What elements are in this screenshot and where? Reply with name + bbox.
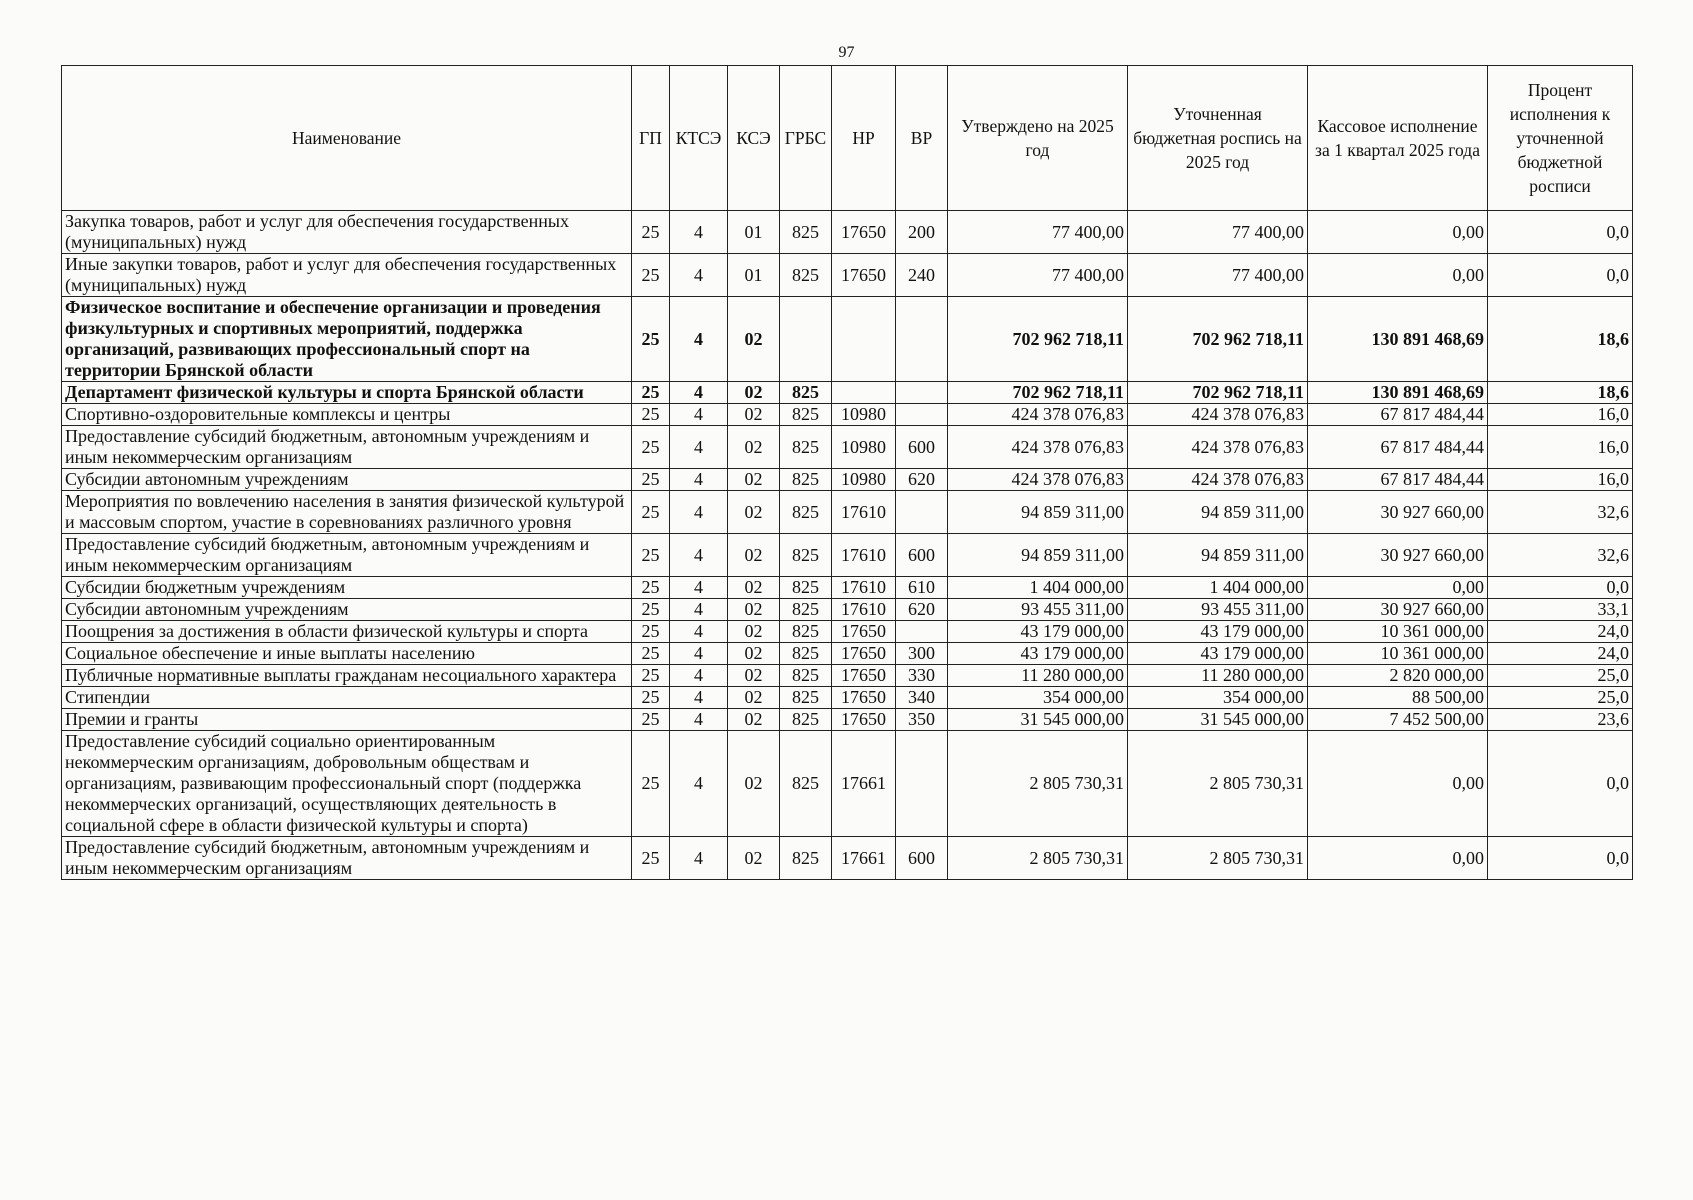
cell-refined: 424 378 076,83 xyxy=(1128,404,1308,426)
cell-name: Субсидии автономным учреждениям xyxy=(62,599,632,621)
cell-cash: 130 891 468,69 xyxy=(1308,297,1488,382)
cell-vr: 620 xyxy=(896,599,948,621)
cell-refined: 94 859 311,00 xyxy=(1128,491,1308,534)
cell-ktse: 4 xyxy=(670,382,728,404)
header-vr: ВР xyxy=(896,66,948,211)
cell-ktse: 4 xyxy=(670,534,728,577)
header-gp: ГП xyxy=(632,66,670,211)
cell-percent: 25,0 xyxy=(1488,687,1633,709)
table-body xyxy=(62,211,1633,880)
cell-gp: 25 xyxy=(632,665,670,687)
cell-kse: 02 xyxy=(728,577,780,599)
cell-grbs xyxy=(780,297,832,382)
cell-kse: 02 xyxy=(728,491,780,534)
cell-cash: 30 927 660,00 xyxy=(1308,534,1488,577)
cell-cash: 2 820 000,00 xyxy=(1308,665,1488,687)
page-number: 97 xyxy=(838,44,855,61)
cell-refined: 94 859 311,00 xyxy=(1128,534,1308,577)
cell-approved: 2 805 730,31 xyxy=(948,837,1128,880)
cell-vr xyxy=(896,297,948,382)
cell-nr: 17661 xyxy=(832,731,896,837)
cell-name: Предоставление субсидий бюджетным, автономным учреждениям и иным некоммерческим организациям xyxy=(62,534,632,577)
table-row xyxy=(62,211,1633,254)
cell-kse: 02 xyxy=(728,382,780,404)
cell-cash: 0,00 xyxy=(1308,731,1488,837)
cell-approved: 94 859 311,00 xyxy=(948,534,1128,577)
cell-approved: 11 280 000,00 xyxy=(948,665,1128,687)
cell-refined: 354 000,00 xyxy=(1128,687,1308,709)
cell-gp: 25 xyxy=(632,621,670,643)
cell-approved: 43 179 000,00 xyxy=(948,643,1128,665)
cell-approved: 43 179 000,00 xyxy=(948,621,1128,643)
cell-name: Социальное обеспечение и иные выплаты населению xyxy=(62,643,632,665)
cell-kse: 02 xyxy=(728,599,780,621)
cell-vr: 600 xyxy=(896,426,948,469)
cell-kse: 02 xyxy=(728,621,780,643)
cell-grbs: 825 xyxy=(780,534,832,577)
cell-nr: 17650 xyxy=(832,687,896,709)
cell-kse: 01 xyxy=(728,254,780,297)
table-row xyxy=(62,491,1633,534)
cell-vr: 240 xyxy=(896,254,948,297)
cell-nr: 17650 xyxy=(832,709,896,731)
cell-nr: 17650 xyxy=(832,621,896,643)
cell-ktse: 4 xyxy=(670,731,728,837)
cell-grbs: 825 xyxy=(780,621,832,643)
cell-approved: 77 400,00 xyxy=(948,254,1128,297)
cell-percent: 33,1 xyxy=(1488,599,1633,621)
cell-grbs: 825 xyxy=(780,382,832,404)
cell-refined: 1 404 000,00 xyxy=(1128,577,1308,599)
header-name: Наименование xyxy=(62,66,632,211)
cell-percent: 0,0 xyxy=(1488,731,1633,837)
header-ktse: КТСЭ xyxy=(670,66,728,211)
table-row xyxy=(62,665,1633,687)
header-nr: НР xyxy=(832,66,896,211)
cell-nr: 17650 xyxy=(832,211,896,254)
table-row xyxy=(62,534,1633,577)
cell-approved: 702 962 718,11 xyxy=(948,297,1128,382)
cell-percent: 0,0 xyxy=(1488,254,1633,297)
cell-cash: 10 361 000,00 xyxy=(1308,643,1488,665)
cell-approved: 424 378 076,83 xyxy=(948,469,1128,491)
cell-refined: 77 400,00 xyxy=(1128,211,1308,254)
cell-cash: 10 361 000,00 xyxy=(1308,621,1488,643)
cell-name: Спортивно-оздоровительные комплексы и центры xyxy=(62,404,632,426)
cell-name: Предоставление субсидий бюджетным, автономным учреждениям и иным некоммерческим организациям xyxy=(62,426,632,469)
cell-approved: 424 378 076,83 xyxy=(948,404,1128,426)
cell-refined: 2 805 730,31 xyxy=(1128,731,1308,837)
cell-grbs: 825 xyxy=(780,837,832,880)
cell-vr xyxy=(896,731,948,837)
cell-name: Субсидии бюджетным учреждениям xyxy=(62,577,632,599)
cell-nr: 10980 xyxy=(832,404,896,426)
cell-refined: 2 805 730,31 xyxy=(1128,837,1308,880)
cell-approved: 2 805 730,31 xyxy=(948,731,1128,837)
cell-cash: 7 452 500,00 xyxy=(1308,709,1488,731)
cell-percent: 0,0 xyxy=(1488,577,1633,599)
cell-grbs: 825 xyxy=(780,491,832,534)
cell-nr: 17650 xyxy=(832,665,896,687)
cell-gp: 25 xyxy=(632,534,670,577)
cell-refined: 93 455 311,00 xyxy=(1128,599,1308,621)
cell-ktse: 4 xyxy=(670,297,728,382)
cell-approved: 1 404 000,00 xyxy=(948,577,1128,599)
table-row xyxy=(62,577,1633,599)
cell-kse: 02 xyxy=(728,643,780,665)
cell-approved: 94 859 311,00 xyxy=(948,491,1128,534)
cell-vr xyxy=(896,382,948,404)
table-row xyxy=(62,382,1633,404)
cell-refined: 702 962 718,11 xyxy=(1128,297,1308,382)
cell-kse: 02 xyxy=(728,665,780,687)
cell-name: Мероприятия по вовлечению населения в занятия физической культурой и массовым спортом, участие в соревнованиях различного уровня xyxy=(62,491,632,534)
budget-table xyxy=(61,65,1633,880)
cell-vr: 600 xyxy=(896,534,948,577)
cell-percent: 25,0 xyxy=(1488,665,1633,687)
table-row xyxy=(62,731,1633,837)
cell-vr: 200 xyxy=(896,211,948,254)
cell-gp: 25 xyxy=(632,404,670,426)
cell-kse: 02 xyxy=(728,426,780,469)
cell-refined: 11 280 000,00 xyxy=(1128,665,1308,687)
cell-percent: 0,0 xyxy=(1488,837,1633,880)
cell-gp: 25 xyxy=(632,254,670,297)
cell-grbs: 825 xyxy=(780,687,832,709)
cell-kse: 01 xyxy=(728,211,780,254)
cell-kse: 02 xyxy=(728,534,780,577)
cell-nr: 10980 xyxy=(832,426,896,469)
cell-grbs: 825 xyxy=(780,599,832,621)
cell-refined: 424 378 076,83 xyxy=(1128,426,1308,469)
cell-cash: 0,00 xyxy=(1308,254,1488,297)
cell-cash: 0,00 xyxy=(1308,837,1488,880)
cell-ktse: 4 xyxy=(670,709,728,731)
cell-cash: 88 500,00 xyxy=(1308,687,1488,709)
cell-kse: 02 xyxy=(728,731,780,837)
cell-grbs: 825 xyxy=(780,469,832,491)
cell-ktse: 4 xyxy=(670,577,728,599)
cell-kse: 02 xyxy=(728,687,780,709)
cell-kse: 02 xyxy=(728,469,780,491)
cell-percent: 32,6 xyxy=(1488,491,1633,534)
table-row xyxy=(62,254,1633,297)
cell-grbs: 825 xyxy=(780,731,832,837)
cell-kse: 02 xyxy=(728,297,780,382)
cell-approved: 93 455 311,00 xyxy=(948,599,1128,621)
cell-name: Публичные нормативные выплаты гражданам несоциального характера xyxy=(62,665,632,687)
cell-ktse: 4 xyxy=(670,599,728,621)
table-row xyxy=(62,621,1633,643)
table-row xyxy=(62,643,1633,665)
cell-vr: 300 xyxy=(896,643,948,665)
cell-approved: 31 545 000,00 xyxy=(948,709,1128,731)
table-row xyxy=(62,297,1633,382)
cell-ktse: 4 xyxy=(670,426,728,469)
cell-gp: 25 xyxy=(632,577,670,599)
cell-refined: 43 179 000,00 xyxy=(1128,643,1308,665)
cell-ktse: 4 xyxy=(670,837,728,880)
cell-nr: 10980 xyxy=(832,469,896,491)
cell-gp: 25 xyxy=(632,382,670,404)
cell-vr: 620 xyxy=(896,469,948,491)
cell-name: Поощрения за достижения в области физической культуры и спорта xyxy=(62,621,632,643)
cell-refined: 424 378 076,83 xyxy=(1128,469,1308,491)
cell-nr: 17650 xyxy=(832,254,896,297)
cell-name: Закупка товаров, работ и услуг для обеспечения государственных (муниципальных) нужд xyxy=(62,211,632,254)
cell-gp: 25 xyxy=(632,599,670,621)
cell-kse: 02 xyxy=(728,404,780,426)
header-refined: Уточненная бюджетная роспись на 2025 год xyxy=(1128,66,1308,211)
cell-grbs: 825 xyxy=(780,577,832,599)
cell-vr xyxy=(896,404,948,426)
cell-gp: 25 xyxy=(632,491,670,534)
cell-cash: 67 817 484,44 xyxy=(1308,469,1488,491)
cell-ktse: 4 xyxy=(670,469,728,491)
cell-nr: 17661 xyxy=(832,837,896,880)
cell-kse: 02 xyxy=(728,837,780,880)
cell-gp: 25 xyxy=(632,837,670,880)
table-row xyxy=(62,469,1633,491)
cell-gp: 25 xyxy=(632,709,670,731)
cell-grbs: 825 xyxy=(780,709,832,731)
cell-cash: 0,00 xyxy=(1308,211,1488,254)
cell-name: Департамент физической культуры и спорта Брянской области xyxy=(62,382,632,404)
cell-ktse: 4 xyxy=(670,621,728,643)
cell-percent: 16,0 xyxy=(1488,426,1633,469)
cell-name: Иные закупки товаров, работ и услуг для обеспечения государственных (муниципальных) нужд xyxy=(62,254,632,297)
cell-ktse: 4 xyxy=(670,254,728,297)
cell-ktse: 4 xyxy=(670,665,728,687)
header-approved: Утверждено на 2025 год xyxy=(948,66,1128,211)
cell-gp: 25 xyxy=(632,211,670,254)
cell-nr: 17650 xyxy=(832,643,896,665)
cell-vr: 340 xyxy=(896,687,948,709)
cell-nr: 17610 xyxy=(832,577,896,599)
cell-percent: 32,6 xyxy=(1488,534,1633,577)
cell-gp: 25 xyxy=(632,426,670,469)
cell-vr: 610 xyxy=(896,577,948,599)
cell-approved: 702 962 718,11 xyxy=(948,382,1128,404)
cell-cash: 130 891 468,69 xyxy=(1308,382,1488,404)
cell-vr: 350 xyxy=(896,709,948,731)
cell-vr xyxy=(896,621,948,643)
cell-grbs: 825 xyxy=(780,254,832,297)
cell-ktse: 4 xyxy=(670,643,728,665)
header-percent: Процент исполнения к уточненной бюджетной росписи xyxy=(1488,66,1633,211)
cell-name: Предоставление субсидий социально ориентированным некоммерческим организациям, добровольным обществам и организациям, развивающим профессиональный спорт (поддержка некоммерческих организаций, осуществляющих деятельность в социальной сфере в области физической культуры и спорта) xyxy=(62,731,632,837)
cell-nr: 17610 xyxy=(832,534,896,577)
cell-refined: 702 962 718,11 xyxy=(1128,382,1308,404)
cell-name: Стипендии xyxy=(62,687,632,709)
header-grbs: ГРБС xyxy=(780,66,832,211)
cell-refined: 77 400,00 xyxy=(1128,254,1308,297)
cell-cash: 0,00 xyxy=(1308,577,1488,599)
table-header-row xyxy=(62,66,1633,211)
cell-name: Физическое воспитание и обеспечение организации и проведения физкультурных и спортивных мероприятий, поддержка организаций, развивающих профессиональный спорт на территории Брянской области xyxy=(62,297,632,382)
cell-grbs: 825 xyxy=(780,426,832,469)
cell-ktse: 4 xyxy=(670,687,728,709)
cell-kse: 02 xyxy=(728,709,780,731)
cell-nr xyxy=(832,382,896,404)
cell-gp: 25 xyxy=(632,469,670,491)
cell-cash: 67 817 484,44 xyxy=(1308,404,1488,426)
cell-refined: 31 545 000,00 xyxy=(1128,709,1308,731)
cell-percent: 0,0 xyxy=(1488,211,1633,254)
table-row xyxy=(62,709,1633,731)
cell-ktse: 4 xyxy=(670,491,728,534)
cell-name: Премии и гранты xyxy=(62,709,632,731)
cell-ktse: 4 xyxy=(670,211,728,254)
table-row xyxy=(62,837,1633,880)
cell-percent: 18,6 xyxy=(1488,297,1633,382)
header-cash: Кассовое исполнение за 1 квартал 2025 года xyxy=(1308,66,1488,211)
cell-grbs: 825 xyxy=(780,665,832,687)
cell-refined: 43 179 000,00 xyxy=(1128,621,1308,643)
cell-gp: 25 xyxy=(632,297,670,382)
cell-grbs: 825 xyxy=(780,404,832,426)
table-row xyxy=(62,599,1633,621)
table-row xyxy=(62,404,1633,426)
cell-name: Предоставление субсидий бюджетным, автономным учреждениям и иным некоммерческим организациям xyxy=(62,837,632,880)
cell-cash: 67 817 484,44 xyxy=(1308,426,1488,469)
cell-ktse: 4 xyxy=(670,404,728,426)
cell-nr: 17610 xyxy=(832,599,896,621)
cell-percent: 24,0 xyxy=(1488,621,1633,643)
cell-nr xyxy=(832,297,896,382)
cell-grbs: 825 xyxy=(780,643,832,665)
cell-vr: 600 xyxy=(896,837,948,880)
cell-approved: 354 000,00 xyxy=(948,687,1128,709)
cell-nr: 17610 xyxy=(832,491,896,534)
cell-percent: 16,0 xyxy=(1488,404,1633,426)
cell-grbs: 825 xyxy=(780,211,832,254)
cell-percent: 24,0 xyxy=(1488,643,1633,665)
cell-gp: 25 xyxy=(632,687,670,709)
header-kse: КСЭ xyxy=(728,66,780,211)
cell-gp: 25 xyxy=(632,643,670,665)
cell-percent: 18,6 xyxy=(1488,382,1633,404)
cell-cash: 30 927 660,00 xyxy=(1308,491,1488,534)
table-row xyxy=(62,426,1633,469)
cell-gp: 25 xyxy=(632,731,670,837)
cell-vr xyxy=(896,491,948,534)
cell-approved: 424 378 076,83 xyxy=(948,426,1128,469)
cell-cash: 30 927 660,00 xyxy=(1308,599,1488,621)
cell-name: Субсидии автономным учреждениям xyxy=(62,469,632,491)
cell-percent: 16,0 xyxy=(1488,469,1633,491)
cell-approved: 77 400,00 xyxy=(948,211,1128,254)
cell-percent: 23,6 xyxy=(1488,709,1633,731)
table-row xyxy=(62,687,1633,709)
cell-vr: 330 xyxy=(896,665,948,687)
